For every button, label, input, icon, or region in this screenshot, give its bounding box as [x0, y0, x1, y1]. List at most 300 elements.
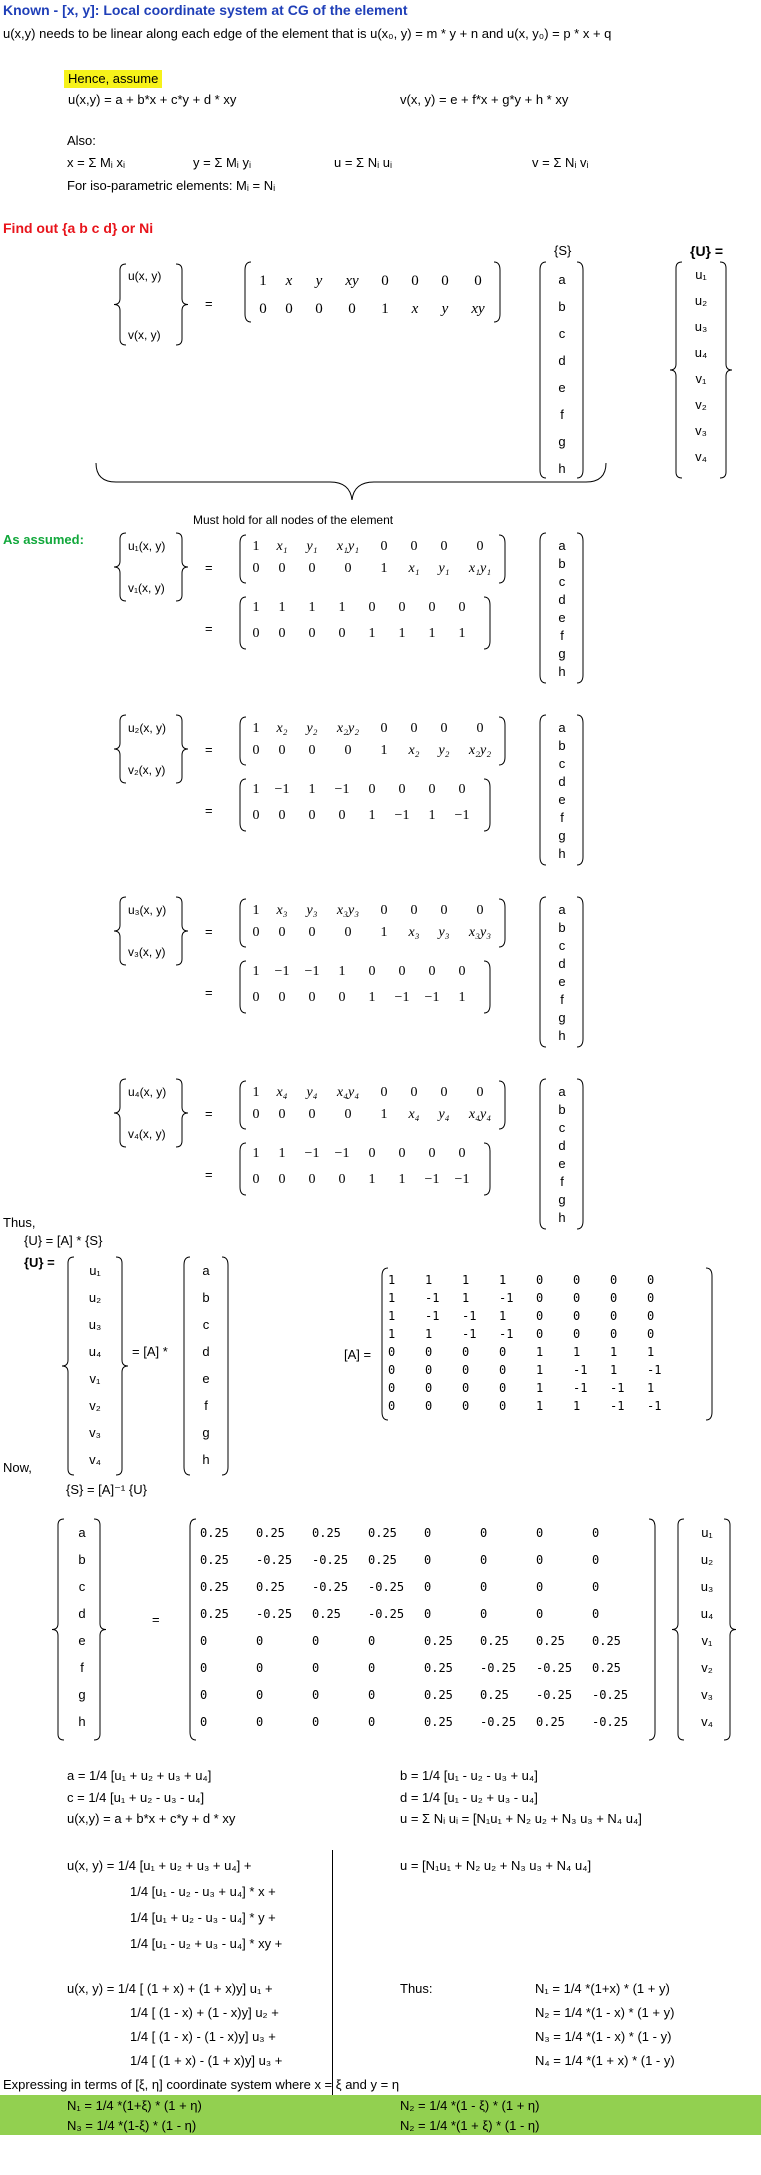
- left-paren: [540, 715, 546, 865]
- node-label: v₂(x, y): [128, 763, 166, 777]
- matrix-cell: −1: [424, 1172, 440, 1187]
- matrix-cell: 0: [476, 539, 484, 554]
- matrix-cell: 0: [428, 1146, 436, 1161]
- vector-entry: u₄: [700, 1606, 714, 1621]
- vector-entry: u₂: [700, 1552, 714, 1567]
- matrix-cell: 0: [573, 1291, 581, 1305]
- vector-entry: v₄: [701, 1714, 713, 1729]
- matrix-cell: 0: [610, 1291, 618, 1305]
- vector-entry: f: [80, 1660, 84, 1675]
- vector-entry: u₄: [694, 345, 708, 360]
- matrix-cell: 1: [308, 782, 316, 797]
- node-label: v₄(x, y): [128, 1127, 166, 1141]
- vector-entry: f: [560, 407, 564, 422]
- matrix-cell: 0: [368, 600, 376, 615]
- matrix-cell: 0: [425, 1381, 433, 1395]
- matrix-cell: 0: [368, 964, 376, 979]
- vector-entry: d: [558, 592, 566, 607]
- matrix-cell: 1: [388, 1309, 396, 1323]
- matrix-cell: 0: [381, 273, 389, 289]
- vector-entry: b: [558, 299, 566, 314]
- matrix-cell: 0: [411, 273, 419, 289]
- matrix-cell: 0: [388, 1399, 396, 1413]
- matrix-cell: xy: [471, 301, 485, 317]
- equals-sign: =: [205, 621, 213, 636]
- vector-entry: u₁: [695, 267, 707, 282]
- matrix-cell: 0: [338, 626, 346, 641]
- node-label: v₁(x, y): [128, 581, 165, 595]
- matrix-cell: −1: [304, 1146, 320, 1161]
- matrix-cell: 0: [308, 743, 316, 758]
- matrix-cell: −1: [304, 964, 320, 979]
- left-brace: [114, 1079, 126, 1147]
- a-result: a = 1/4 [u₁ + u₂ + u₃ + u₄]: [67, 1768, 212, 1783]
- left-brace: [62, 1257, 74, 1475]
- matrix-cell: −1: [274, 964, 290, 979]
- n2-xy: N₂ = 1/4 *(1 - x) * (1 + y): [535, 2005, 675, 2020]
- matrix-cell: 1: [428, 626, 436, 641]
- vector-entry: u₃: [694, 319, 708, 334]
- vector-entry: f: [560, 628, 564, 643]
- matrix-cell: 0: [428, 600, 436, 615]
- vector-entry: v₂: [695, 397, 707, 412]
- s-equals-ainv-u: {S} = [A]⁻¹ {U}: [66, 1482, 147, 1497]
- matrix-cell: -1: [462, 1309, 477, 1323]
- vector-entry: u₂: [88, 1290, 102, 1305]
- matrix-cell: 0: [312, 1688, 320, 1702]
- vector-entry: a: [202, 1263, 210, 1278]
- matrix-cell: 0: [647, 1309, 655, 1323]
- matrix-cell: x₁y₁: [336, 539, 360, 554]
- matrix-cell: 1: [368, 990, 376, 1005]
- matrix-cell: 0: [252, 626, 260, 641]
- vector-entry: u₁: [89, 1263, 101, 1278]
- vector-entry: g: [558, 646, 566, 661]
- u-equals-a-s: {U} = [A] * {S}: [24, 1233, 103, 1248]
- right-paren: [484, 1143, 490, 1195]
- matrix-cell: 1: [380, 743, 388, 758]
- matrix-cell: 0: [200, 1715, 208, 1729]
- matrix-cell: 0: [252, 990, 260, 1005]
- vector-entry: e: [558, 380, 566, 395]
- matrix-cell: 1: [338, 964, 346, 979]
- matrix-cell: 0.25: [368, 1553, 397, 1567]
- matrix-cell: 0: [380, 539, 388, 554]
- a-matrix-label: [A] =: [344, 1347, 372, 1362]
- matrix-cell: 0: [308, 925, 316, 940]
- matrix-cell: 1: [536, 1363, 544, 1377]
- equals-sign: =: [205, 742, 213, 757]
- matrix-cell: 0: [499, 1363, 507, 1377]
- matrix-cell: 0: [252, 925, 260, 940]
- matrix-cell: 0: [368, 1661, 376, 1675]
- matrix-cell: 0: [573, 1327, 581, 1341]
- matrix-cell: 0: [312, 1634, 320, 1648]
- matrix-cell: 0: [315, 301, 323, 317]
- matrix-cell: -0.25: [256, 1607, 293, 1621]
- left-brace: [114, 715, 126, 783]
- equals-sign: =: [205, 924, 213, 939]
- vector-entry: c: [558, 1120, 566, 1135]
- right-brace: [720, 262, 732, 478]
- left-paren: [382, 1268, 388, 1420]
- matrix-cell: x₂: [276, 721, 288, 736]
- matrix-cell: 1: [536, 1381, 544, 1395]
- matrix-cell: -1: [425, 1291, 440, 1305]
- vector-entry: g: [558, 434, 566, 449]
- matrix-cell: 1: [278, 600, 286, 615]
- matrix-cell: y₃: [438, 925, 450, 940]
- matrix-cell: 0: [440, 721, 448, 736]
- matrix-cell: 0: [312, 1661, 320, 1675]
- v-xy-label: v(x, y): [128, 328, 161, 342]
- uxy-equation: u(x,y) = a + b*x + c*y + d * xy: [67, 1811, 236, 1826]
- matrix-cell: 0: [368, 1715, 376, 1729]
- matrix-cell: xy: [345, 273, 359, 289]
- matrix-cell: -1: [610, 1381, 625, 1395]
- matrix-cell: 0: [308, 808, 316, 823]
- left-paren: [240, 1143, 246, 1195]
- left-paren: [240, 1081, 246, 1129]
- matrix-cell: -1: [573, 1363, 588, 1377]
- matrix-cell: 0.25: [200, 1580, 229, 1594]
- matrix-cell: 0: [344, 925, 352, 940]
- matrix-cell: 0: [368, 1146, 376, 1161]
- vector-entry: u₄: [88, 1344, 102, 1359]
- vector-entry: v₃: [89, 1425, 101, 1440]
- matrix-cell: 1: [425, 1273, 433, 1287]
- matrix-cell: 1: [573, 1345, 581, 1359]
- matrix-cell: 0.25: [256, 1580, 285, 1594]
- matrix-cell: 0: [398, 964, 406, 979]
- matrix-cell: y₂: [306, 721, 318, 736]
- matrix-cell: -0.25: [256, 1553, 293, 1567]
- matrix-cell: 0: [440, 1085, 448, 1100]
- matrix-cell: 0.25: [312, 1526, 341, 1540]
- matrix-cell: 0: [344, 1107, 352, 1122]
- a-times-label: = [A] *: [132, 1344, 168, 1359]
- matrix-cell: 1: [573, 1399, 581, 1413]
- vector-entry: e: [202, 1371, 210, 1386]
- matrix-cell: 0: [256, 1634, 264, 1648]
- n1-xi-eta: N₁ = 1/4 *(1+ξ) * (1 + η): [67, 2098, 202, 2113]
- matrix-cell: 0: [308, 561, 316, 576]
- matrix-cell: 0: [256, 1661, 264, 1675]
- matrix-cell: 1: [252, 782, 260, 797]
- matrix-cell: -1: [499, 1291, 514, 1305]
- matrix-cell: y₃: [306, 903, 318, 918]
- matrix-cell: 0: [424, 1607, 432, 1621]
- matrix-cell: -0.25: [480, 1661, 517, 1675]
- vector-entry: v₂: [89, 1398, 101, 1413]
- vector-entry: e: [558, 974, 566, 989]
- matrix-cell: 1: [647, 1381, 655, 1395]
- matrix-cell: 0.25: [592, 1634, 621, 1648]
- right-paren: [499, 1081, 505, 1129]
- matrix-cell: 0: [344, 561, 352, 576]
- matrix-cell: x₄y₄: [336, 1085, 360, 1100]
- matrix-cell: 0: [458, 600, 466, 615]
- vector-entry: b: [558, 920, 566, 935]
- n3-xi-eta: N₃ = 1/4 *(1-ξ) * (1 - η): [67, 2118, 197, 2133]
- matrix-cell: -1: [499, 1327, 514, 1341]
- left-paren: [540, 1079, 546, 1229]
- matrix-cell: 0: [252, 743, 260, 758]
- vector-entry: h: [558, 846, 566, 861]
- matrix-cell: 0: [440, 539, 448, 554]
- left-paren: [240, 961, 246, 1013]
- matrix-cell: 0: [368, 1688, 376, 1702]
- matrix-cell: 0.25: [368, 1526, 397, 1540]
- right-paren: [484, 597, 490, 649]
- matrix-cell: 0: [259, 301, 267, 317]
- vector-entry: g: [78, 1687, 86, 1702]
- matrix-cell: 1: [380, 925, 388, 940]
- matrix-cell: 0: [499, 1399, 507, 1413]
- matrix-cell: 0: [200, 1634, 208, 1648]
- u-grouped-1: u(x, y) = 1/4 [ (1 + x) + (1 + x)y] u₁ +: [67, 1981, 273, 1996]
- matrix-cell: x₁: [408, 561, 420, 576]
- matrix-cell: 1: [428, 808, 436, 823]
- vector-entry: u₃: [88, 1317, 102, 1332]
- matrix-cell: 0: [278, 743, 286, 758]
- matrix-cell: -0.25: [536, 1661, 573, 1675]
- vector-entry: c: [202, 1317, 210, 1332]
- right-brace: [94, 1519, 106, 1740]
- matrix-cell: x₃y₃: [468, 925, 492, 940]
- matrix-cell: 1: [388, 1273, 396, 1287]
- matrix-cell: -0.25: [592, 1688, 629, 1702]
- equals-sign: =: [205, 985, 213, 1000]
- matrix-cell: 1: [338, 600, 346, 615]
- vector-entry: v₄: [89, 1452, 101, 1467]
- vector-entry: v₃: [701, 1687, 713, 1702]
- matrix-cell: 1: [458, 990, 466, 1005]
- matrix-cell: −1: [394, 808, 410, 823]
- matrix-cell: 0: [398, 1146, 406, 1161]
- matrix-cell: 0: [458, 964, 466, 979]
- left-brace: [114, 533, 126, 601]
- under-brace: [96, 463, 606, 500]
- matrix-cell: 1: [252, 721, 260, 736]
- matrix-cell: x: [285, 273, 293, 289]
- left-paren: [540, 262, 546, 478]
- equals-sign: =: [205, 1167, 213, 1182]
- matrix-cell: -1: [573, 1381, 588, 1395]
- left-paren: [240, 899, 246, 947]
- matrix-cell: 0: [252, 1107, 260, 1122]
- s-vector-label: {S}: [554, 243, 572, 258]
- vector-entry: g: [558, 828, 566, 843]
- matrix-cell: −1: [454, 1172, 470, 1187]
- must-hold-note: Must hold for all nodes of the element: [193, 513, 394, 527]
- y-sum: y = Σ Mᵢ yᵢ: [193, 155, 251, 170]
- vector-entry: g: [558, 1192, 566, 1207]
- matrix-cell: 1: [458, 626, 466, 641]
- vector-entry: f: [560, 1174, 564, 1189]
- node-label: v₃(x, y): [128, 945, 166, 959]
- u-expansion-1: u(x, y) = 1/4 [u₁ + u₂ + u₃ + u₄] +: [67, 1858, 252, 1873]
- matrix-cell: y₄: [438, 1107, 450, 1122]
- matrix-cell: 0: [592, 1580, 600, 1594]
- matrix-cell: -1: [647, 1399, 662, 1413]
- matrix-cell: 0: [424, 1526, 432, 1540]
- matrix-cell: 1: [462, 1291, 470, 1305]
- matrix-cell: 0: [285, 301, 293, 317]
- vector-entry: v₃: [695, 423, 707, 438]
- matrix-cell: 0: [410, 539, 418, 554]
- matrix-cell: 1: [462, 1273, 470, 1287]
- matrix-cell: 0: [252, 1172, 260, 1187]
- vector-entry: d: [558, 353, 566, 368]
- vector-entry: c: [558, 756, 566, 771]
- u-grouped-3: 1/4 [ (1 - x) - (1 - x)y] u₃ +: [130, 2029, 276, 2044]
- matrix-cell: 1: [368, 808, 376, 823]
- matrix-cell: 0.25: [200, 1607, 229, 1621]
- n2b-xi-eta: N₂ = 1/4 *(1 + ξ) * (1 - η): [400, 2118, 540, 2133]
- matrix-cell: -0.25: [312, 1580, 349, 1594]
- right-brace: [176, 533, 188, 601]
- matrix-cell: x₁: [276, 539, 288, 554]
- n3-xy: N₃ = 1/4 *(1 - x) * (1 - y): [535, 2029, 672, 2044]
- matrix-cell: 0: [338, 808, 346, 823]
- left-paren: [245, 262, 251, 322]
- assume-label: Hence, assume: [64, 70, 162, 88]
- vector-entry: a: [558, 720, 566, 735]
- vector-entry: a: [78, 1525, 86, 1540]
- left-brace: [672, 1519, 684, 1740]
- v-assumption: v(x, y) = e + f*x + g*y + h * xy: [400, 92, 569, 107]
- u-assumption: u(x,y) = a + b*x + c*y + d * xy: [68, 92, 237, 107]
- vector-entry: e: [558, 1156, 566, 1171]
- right-brace: [176, 264, 188, 345]
- matrix-cell: 0: [480, 1526, 488, 1540]
- matrix-cell: 0: [368, 1634, 376, 1648]
- matrix-cell: 0: [388, 1381, 396, 1395]
- node-label: u₁(x, y): [128, 539, 166, 553]
- n2-xi-eta: N₂ = 1/4 *(1 - ξ) * (1 + η): [400, 2098, 540, 2113]
- matrix-cell: 1: [380, 1107, 388, 1122]
- matrix-cell: 0: [398, 782, 406, 797]
- right-paren: [577, 715, 583, 865]
- left-brace: [52, 1519, 64, 1740]
- u-vector-label: {U} =: [690, 243, 724, 259]
- matrix-cell: x₄: [408, 1107, 420, 1122]
- u-vector-eq-label: {U} =: [24, 1255, 55, 1270]
- matrix-cell: x₁y₁: [468, 561, 492, 576]
- right-paren: [577, 897, 583, 1047]
- matrix-cell: 0: [388, 1345, 396, 1359]
- vector-entry: h: [78, 1714, 86, 1729]
- vector-entry: v₂: [701, 1660, 713, 1675]
- matrix-cell: 0: [308, 990, 316, 1005]
- u-sum: u = Σ Nᵢ uᵢ: [334, 155, 393, 170]
- matrix-cell: 0: [380, 721, 388, 736]
- matrix-cell: 0.25: [424, 1715, 453, 1729]
- matrix-cell: 0: [308, 1172, 316, 1187]
- matrix-cell: 0: [348, 301, 356, 317]
- matrix-cell: 0.25: [424, 1634, 453, 1648]
- matrix-cell: x₂y₂: [468, 743, 492, 758]
- matrix-cell: -0.25: [312, 1553, 349, 1567]
- matrix-cell: 0: [536, 1327, 544, 1341]
- matrix-cell: −1: [394, 990, 410, 1005]
- left-paren: [240, 597, 246, 649]
- matrix-cell: x: [411, 301, 419, 317]
- matrix-cell: 1: [499, 1273, 507, 1287]
- matrix-cell: 0: [462, 1381, 470, 1395]
- matrix-cell: 1: [252, 1085, 260, 1100]
- vector-entry: u₂: [694, 293, 708, 308]
- c-result: c = 1/4 [u₁ + u₂ - u₃ - u₄]: [67, 1790, 205, 1805]
- matrix-cell: 0: [480, 1607, 488, 1621]
- right-paren: [222, 1257, 228, 1475]
- u-grouped-4: 1/4 [ (1 + x) - (1 + x)y] u₃ +: [130, 2053, 283, 2068]
- matrix-cell: x₃: [276, 903, 288, 918]
- matrix-cell: 0: [536, 1526, 544, 1540]
- vector-entry: e: [78, 1633, 86, 1648]
- n4-xy: N₄ = 1/4 *(1 + x) * (1 - y): [535, 2053, 675, 2068]
- vector-entry: g: [202, 1425, 210, 1440]
- matrix-cell: -0.25: [368, 1580, 405, 1594]
- matrix-cell: x₄: [276, 1085, 288, 1100]
- left-paren: [240, 535, 246, 583]
- matrix-cell: 1: [499, 1309, 507, 1323]
- matrix-cell: -1: [462, 1327, 477, 1341]
- matrix-cell: 0: [278, 990, 286, 1005]
- vector-entry: a: [558, 538, 566, 553]
- matrix-cell: −1: [274, 782, 290, 797]
- right-paren: [649, 1519, 655, 1740]
- matrix-cell: 0: [278, 626, 286, 641]
- left-brace: [114, 264, 126, 345]
- matrix-cell: 0: [256, 1715, 264, 1729]
- matrix-cell: 1: [388, 1291, 396, 1305]
- matrix-cell: 0.25: [536, 1634, 565, 1648]
- left-paren: [540, 533, 546, 683]
- vector-entry: b: [202, 1290, 210, 1305]
- right-paren: [484, 779, 490, 831]
- vector-entry: d: [78, 1606, 86, 1621]
- matrix-cell: 0: [480, 1553, 488, 1567]
- now-label: Now,: [3, 1460, 32, 1475]
- vector-entry: c: [78, 1579, 86, 1594]
- matrix-cell: 0: [200, 1661, 208, 1675]
- matrix-cell: 1: [278, 1146, 286, 1161]
- matrix-cell: 1: [610, 1345, 618, 1359]
- u-grouped-2: 1/4 [ (1 - x) + (1 - x)y] u₂ +: [130, 2005, 279, 2020]
- matrix-cell: 0: [338, 1172, 346, 1187]
- left-paren: [240, 717, 246, 765]
- right-brace: [176, 897, 188, 965]
- matrix-cell: y₂: [438, 743, 450, 758]
- matrix-cell: 0: [536, 1580, 544, 1594]
- n1-xy: N₁ = 1/4 *(1+x) * (1 + y): [535, 1981, 670, 1996]
- matrix-cell: 1: [536, 1399, 544, 1413]
- linearity-condition: u(x,y) needs to be linear along each edge of the element that is u(x₀, y) = m * y + n and u(x, y₀) = p * x + q: [3, 26, 612, 41]
- matrix-cell: 1: [536, 1345, 544, 1359]
- d-result: d = 1/4 [u₁ - u₂ + u₃ - u₄]: [400, 1790, 538, 1805]
- isoparametric-note: For iso-parametric elements: Mᵢ = Nᵢ: [67, 178, 276, 193]
- matrix-cell: 0: [256, 1688, 264, 1702]
- matrix-cell: 0: [610, 1327, 618, 1341]
- u-sum-expansion: u = Σ Nᵢ uᵢ = [N₁u₁ + N₂ u₂ + N₃ u₃ + N₄ u₄]: [400, 1811, 642, 1826]
- matrix-cell: x₂y₂: [336, 721, 360, 736]
- matrix-cell: 0: [380, 1085, 388, 1100]
- vector-entry: v₄: [695, 449, 707, 464]
- matrix-cell: 0: [252, 808, 260, 823]
- vector-entry: f: [560, 810, 564, 825]
